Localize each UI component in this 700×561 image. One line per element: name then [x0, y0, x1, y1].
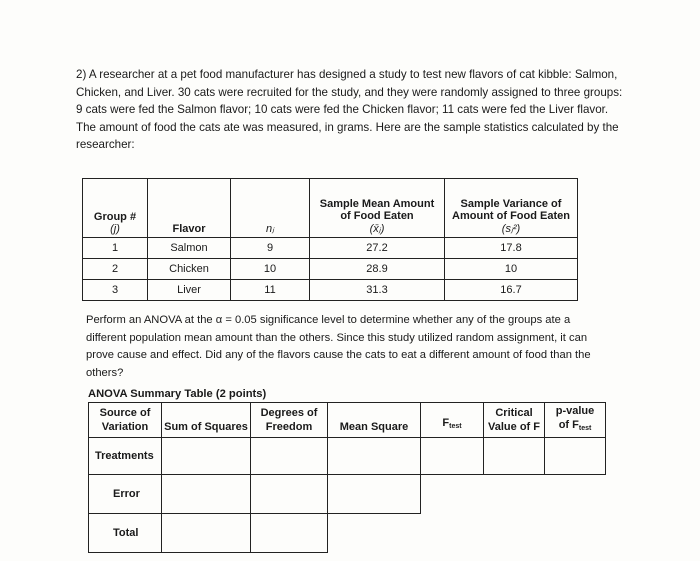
problem-line: Chicken, and Liver. 30 cats were recruited for the study, and they were randomly assigned to three groups: [76, 85, 623, 99]
total-row [89, 514, 606, 553]
f-header [421, 403, 484, 438]
ss-header [162, 403, 251, 438]
instruction-line: different population mean amount than the others. Since this study utilized random assignment, it can [86, 331, 588, 344]
empty-cell [421, 514, 484, 553]
critical-header [484, 403, 545, 438]
error-row [89, 475, 606, 514]
mean-cell: 27.2 [310, 238, 445, 259]
n-cell: 10 [231, 259, 310, 280]
sample-statistics-table [82, 178, 578, 301]
problem-statement [76, 66, 626, 154]
group-header [83, 179, 148, 238]
stats-header-row [83, 179, 578, 238]
problem-line: The amount of food the cats ate was measured, in grams. Here are the sample statistics calculated by the [76, 120, 619, 134]
treatments-df-cell[interactable] [251, 438, 328, 475]
mean-cell: 28.9 [310, 259, 445, 280]
n-cell: 11 [231, 280, 310, 301]
empty-cell [484, 475, 545, 514]
source-header-line2: Variation [101, 421, 149, 433]
group-header-sub: (j) [110, 223, 120, 235]
empty-cell [421, 475, 484, 514]
flavor-cell: Salmon [148, 238, 231, 259]
mean-header-line1: Sample Mean Amount [319, 198, 435, 210]
error-df-cell[interactable] [251, 475, 328, 514]
mean-header-line2: of Food Eaten [340, 210, 414, 222]
instruction-line: Perform an ANOVA at the α = 0.05 significance level to determine whether any of the groups ate a [86, 314, 571, 326]
anova-summary-table [88, 402, 606, 553]
instruction-line: prove cause and effect. Did any of the flavors cause the cats to eat a different amount of food than the [86, 349, 591, 361]
n-header [231, 179, 310, 238]
empty-cell [545, 475, 606, 514]
treatments-ms-cell[interactable] [328, 438, 421, 475]
error-ms-cell[interactable] [328, 475, 421, 514]
total-df-cell[interactable] [251, 514, 328, 553]
mean-cell: 31.3 [310, 280, 445, 301]
group-header-label: Group # [93, 211, 137, 223]
empty-cell [328, 514, 421, 553]
treatments-ss-cell[interactable] [162, 438, 251, 475]
total-ss-cell[interactable] [162, 514, 251, 553]
flavor-cell: Chicken [148, 259, 231, 280]
variance-cell: 16.7 [445, 280, 578, 301]
variance-cell: 10 [445, 259, 578, 280]
f-header-label: F [442, 417, 450, 429]
ms-header-label: Mean Square [339, 421, 409, 433]
ss-header-label: Sum of Squares [164, 421, 248, 433]
table-row [83, 238, 578, 259]
instructions [86, 312, 606, 382]
critical-header-line1: Critical [495, 407, 533, 419]
mean-header [310, 179, 445, 238]
empty-cell [545, 514, 606, 553]
anova-table-title: ANOVA Summary Table (2 points) [88, 388, 267, 400]
group-cell: 3 [83, 280, 148, 301]
flavor-cell: Liver [148, 280, 231, 301]
critical-header-line2: Value of F [488, 421, 540, 433]
flavor-header [148, 179, 231, 238]
treatments-f-cell[interactable] [421, 438, 484, 475]
n-cell: 9 [231, 238, 310, 259]
error-ss-cell[interactable] [162, 475, 251, 514]
table-row [83, 280, 578, 301]
empty-cell [484, 514, 545, 553]
mean-header-symbol: (x̄ⱼ) [369, 223, 385, 235]
df-header [251, 403, 328, 438]
group-cell: 1 [83, 238, 148, 259]
n-header-label: nⱼ [265, 223, 275, 235]
pvalue-header-line2: of F [558, 419, 579, 431]
table-row [83, 259, 578, 280]
df-header-line1: Degrees of [260, 407, 318, 419]
treatments-label: Treatments [89, 438, 162, 475]
instruction-line: others? [86, 366, 124, 379]
variance-header-line1: Sample Variance of [460, 198, 562, 210]
flavor-header-label: Flavor [172, 223, 206, 235]
treatments-critical-cell[interactable] [484, 438, 545, 475]
source-header-line1: Source of [99, 407, 151, 419]
anova-header-row [89, 403, 606, 438]
total-label: Total [89, 514, 162, 553]
df-header-line2: Freedom [265, 421, 313, 433]
ms-header [328, 403, 421, 438]
source-header [89, 403, 162, 438]
problem-line: 2) A researcher at a pet food manufacturer has designed a study to test new flavors of cat kibble: Salmon, [76, 68, 618, 81]
problem-line: researcher: [76, 138, 135, 151]
group-cell: 2 [83, 259, 148, 280]
variance-cell: 17.8 [445, 238, 578, 259]
variance-header-symbol: (sⱼ²) [501, 223, 521, 235]
pvalue-header [545, 403, 606, 438]
variance-header-line2: Amount of Food Eaten [452, 210, 570, 222]
treatments-pvalue-cell[interactable] [545, 438, 606, 475]
error-label: Error [89, 475, 162, 514]
pvalue-header-sub: test [578, 425, 592, 432]
treatments-row [89, 438, 606, 475]
variance-header [445, 179, 578, 238]
f-header-sub: test [449, 423, 462, 430]
problem-line: 9 cats were fed the Salmon flavor; 10 cats were fed the Chicken flavor; 11 cats were fed the Liver flavor. [76, 103, 609, 116]
pvalue-header-line1: p-value [555, 405, 595, 417]
